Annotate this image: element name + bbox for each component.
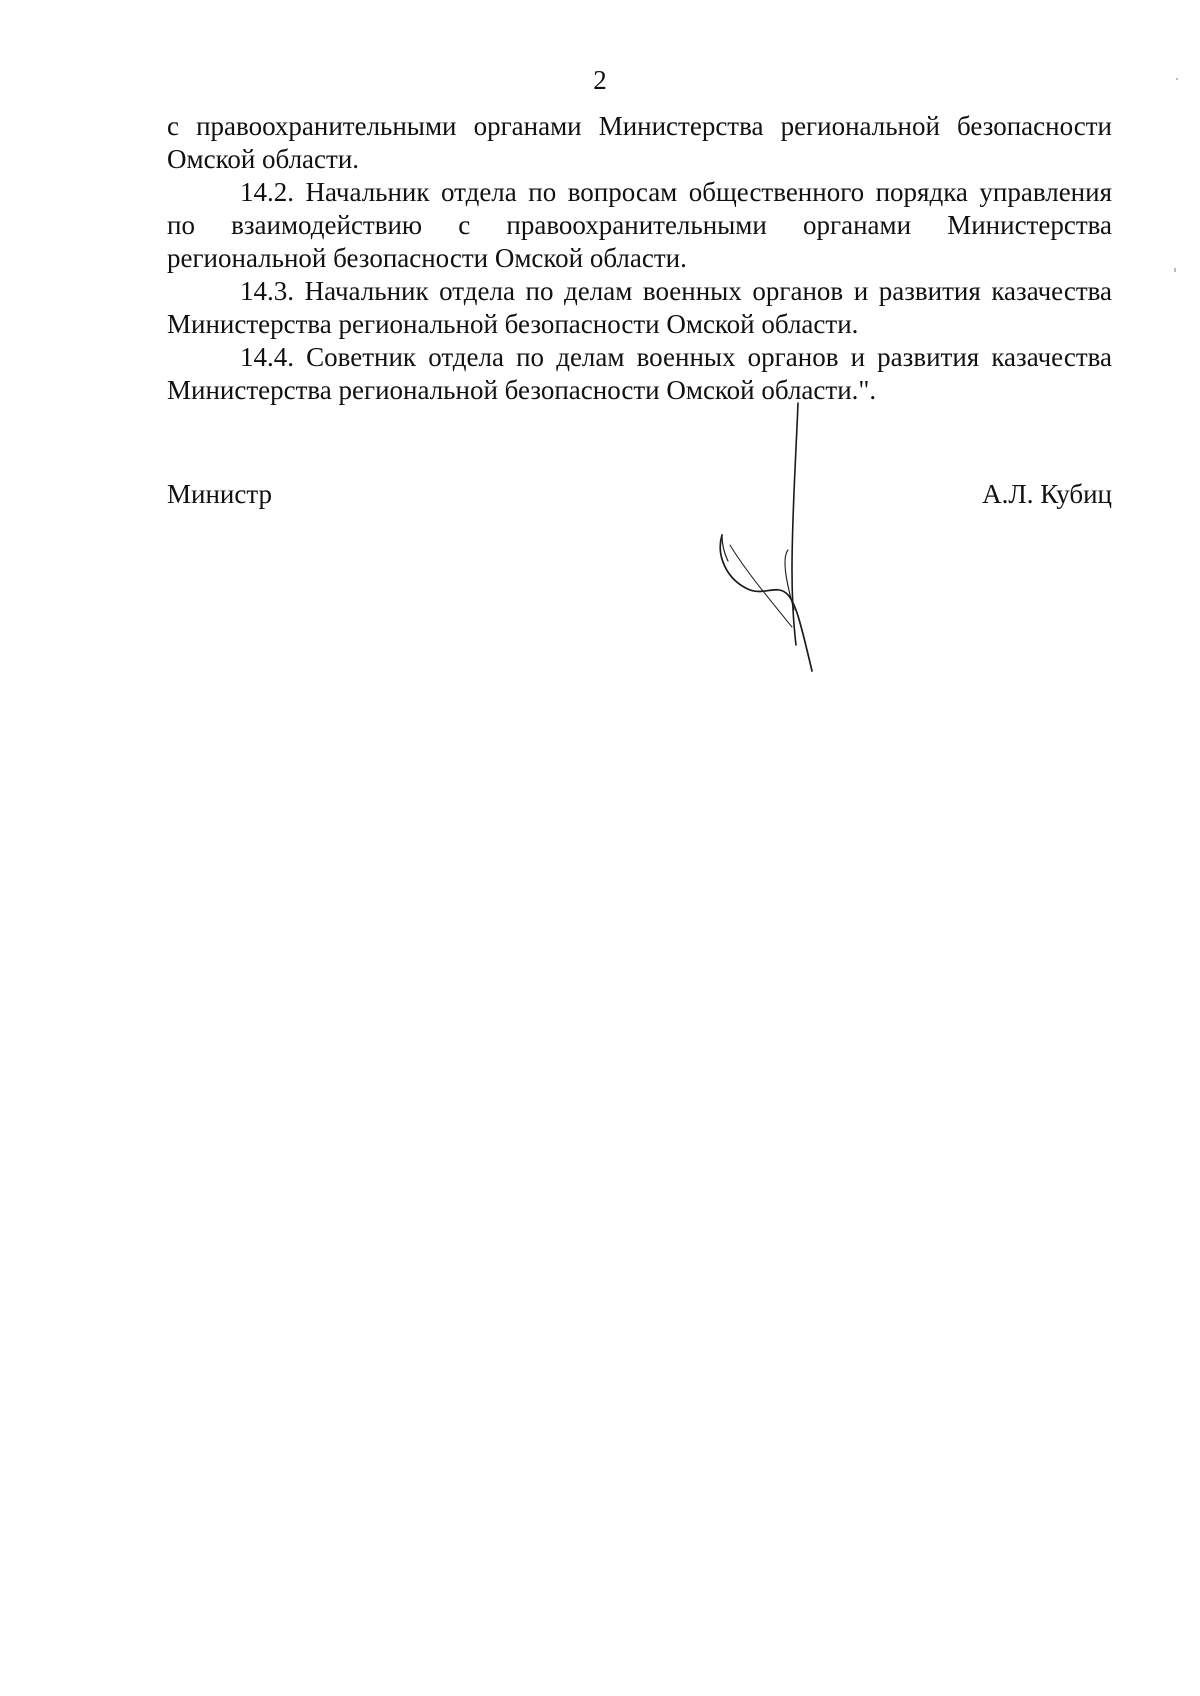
handwritten-signature: [700, 395, 830, 675]
document-body: [167, 110, 1112, 407]
paragraph-continuation: с правоохранительными органами Министерства региональной безопасности Омской области.: [167, 111, 1112, 174]
paragraph-14-2: 14.2. Начальник отдела по вопросам общественного порядка управления по взаимодействию с правоохранительными органами Министерства региональной безопасности Омской области.: [167, 177, 1112, 273]
signature-block: [167, 478, 1112, 518]
paragraph-14-4: 14.4. Советник отдела по делам военных органов и развития казачества Министерства региональной безопасности Омской области.".: [167, 342, 1112, 405]
signatory-role: Министр: [167, 479, 272, 509]
page-number: 2: [593, 65, 607, 95]
paragraph-14-3: 14.3. Начальник отдела по делам военных органов и развития казачества Министерства региональной безопасности Омской области.: [167, 276, 1112, 339]
scan-artifact-mark: [1176, 78, 1178, 80]
scan-artifact-mark: [1174, 268, 1176, 272]
signatory-name: А.Л. Кубиц: [982, 479, 1112, 509]
